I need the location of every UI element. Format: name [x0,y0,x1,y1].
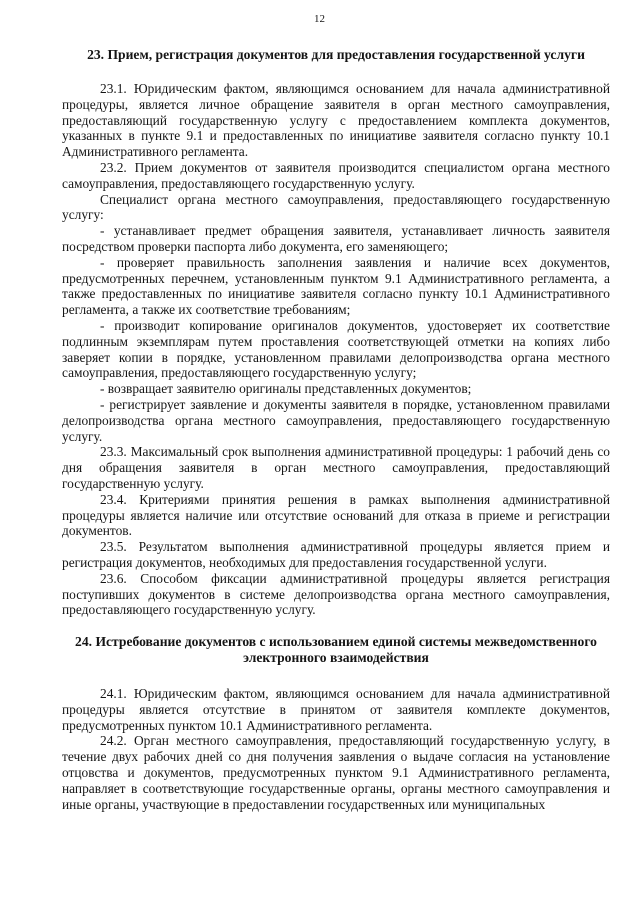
page-number: 12 [314,13,325,25]
list-item-copy: - производит копирование оригиналов документов, удостоверяет их соответствие подлинным экземплярам путем проставления соответствующей отметки на копиях либо заверяет копии в порядке, установленном правилами делопроизводства органа местного самоуправления, предоставляющего государственную услугу; [62,317,610,381]
paragraph-specialist-intro: Специалист органа местного самоуправления, предоставляющего государственную услугу: [62,191,610,223]
paragraph-23-4: 23.4. Критериями принятия решения в рамках выполнения административной процедуры является наличие или отсутствие оснований для отказа в приеме и регистрации документов. [62,491,610,539]
paragraph-23-6: 23.6. Способом фиксации административной процедуры является регистрация поступивших документов в системе делопроизводства органа местного самоуправления, предоставляющего государственную услугу. [62,570,610,618]
list-item-return: - возвращает заявителю оригиналы представленных документов; [100,381,472,397]
list-item-check: - проверяет правильность заполнения заявления и наличие всех документов, предусмотренных перечнем, установленным пунктом 9.1 Административного регламента, а также предоставленных по инициативе заявителя согласно пункту 10.1 Административного регламента, а также их соответствие требованиям; [62,254,610,318]
paragraph-23-5: 23.5. Результатом выполнения административной процедуры является прием и регистрация документов, необходимых для предоставления государственной услуги. [62,539,610,570]
page-content [62,47,610,812]
list-item-identify: - устанавливает предмет обращения заявителя, устанавливает личность заявителя посредством проверки паспорта либо документа, его заменяющего; [62,223,610,254]
section-24-heading: 24. Истребование документов с использованием единой системы межведомственного электронного взаимодействия [75,634,597,666]
paragraph-23-3: 23.3. Максимальный срок выполнения административной процедуры: 1 рабочий день со дня обращения заявителя в орган местного самоуправления, предоставляющий государственную услугу. [62,444,610,491]
paragraph-24-2: 24.2. Орган местного самоуправления, предоставляющий государственную услугу, в течение двух рабочих дней со дня получения заявления о выдаче согласия на установление отцовства и документов, предусмотренных пунктом 9.1 Административного регламента, направляет в соответствующие государственные органы, органы местного самоуправления и иные органы, участвующие в предоставлении государственных или муниципальных [62,733,610,812]
paragraph-24-1: 24.1. Юридическим фактом, являющимся основанием для начала административной процедуры является отсутствие в принятом от заявителя комплекте документов, предусмотренных пунктом 10.1 Административного регламента. [62,686,610,733]
list-item-register: - регистрирует заявление и документы заявителя в порядке, установленном правилами делопроизводства органа местного самоуправления, предоставляющего государственную услугу. [62,396,610,444]
section-23-heading: 23. Прием, регистрация документов для предоставления государственной услуги [87,47,585,62]
paragraph-23-2: 23.2. Прием документов от заявителя производится специалистом органа местного самоуправления, предоставляющего государственную услугу. [62,159,610,191]
paragraph-23-1: 23.1. Юридическим фактом, являющимся основанием для начала административной процедуры, является личное обращение заявителя в орган местного самоуправления, предоставляющий государственную услугу с предоставлением комплекта документов, указанных в пункте 9.1 и предоставленных по инициативе заявителя согласно пункту 10.1 Административного регламента. [62,81,610,160]
